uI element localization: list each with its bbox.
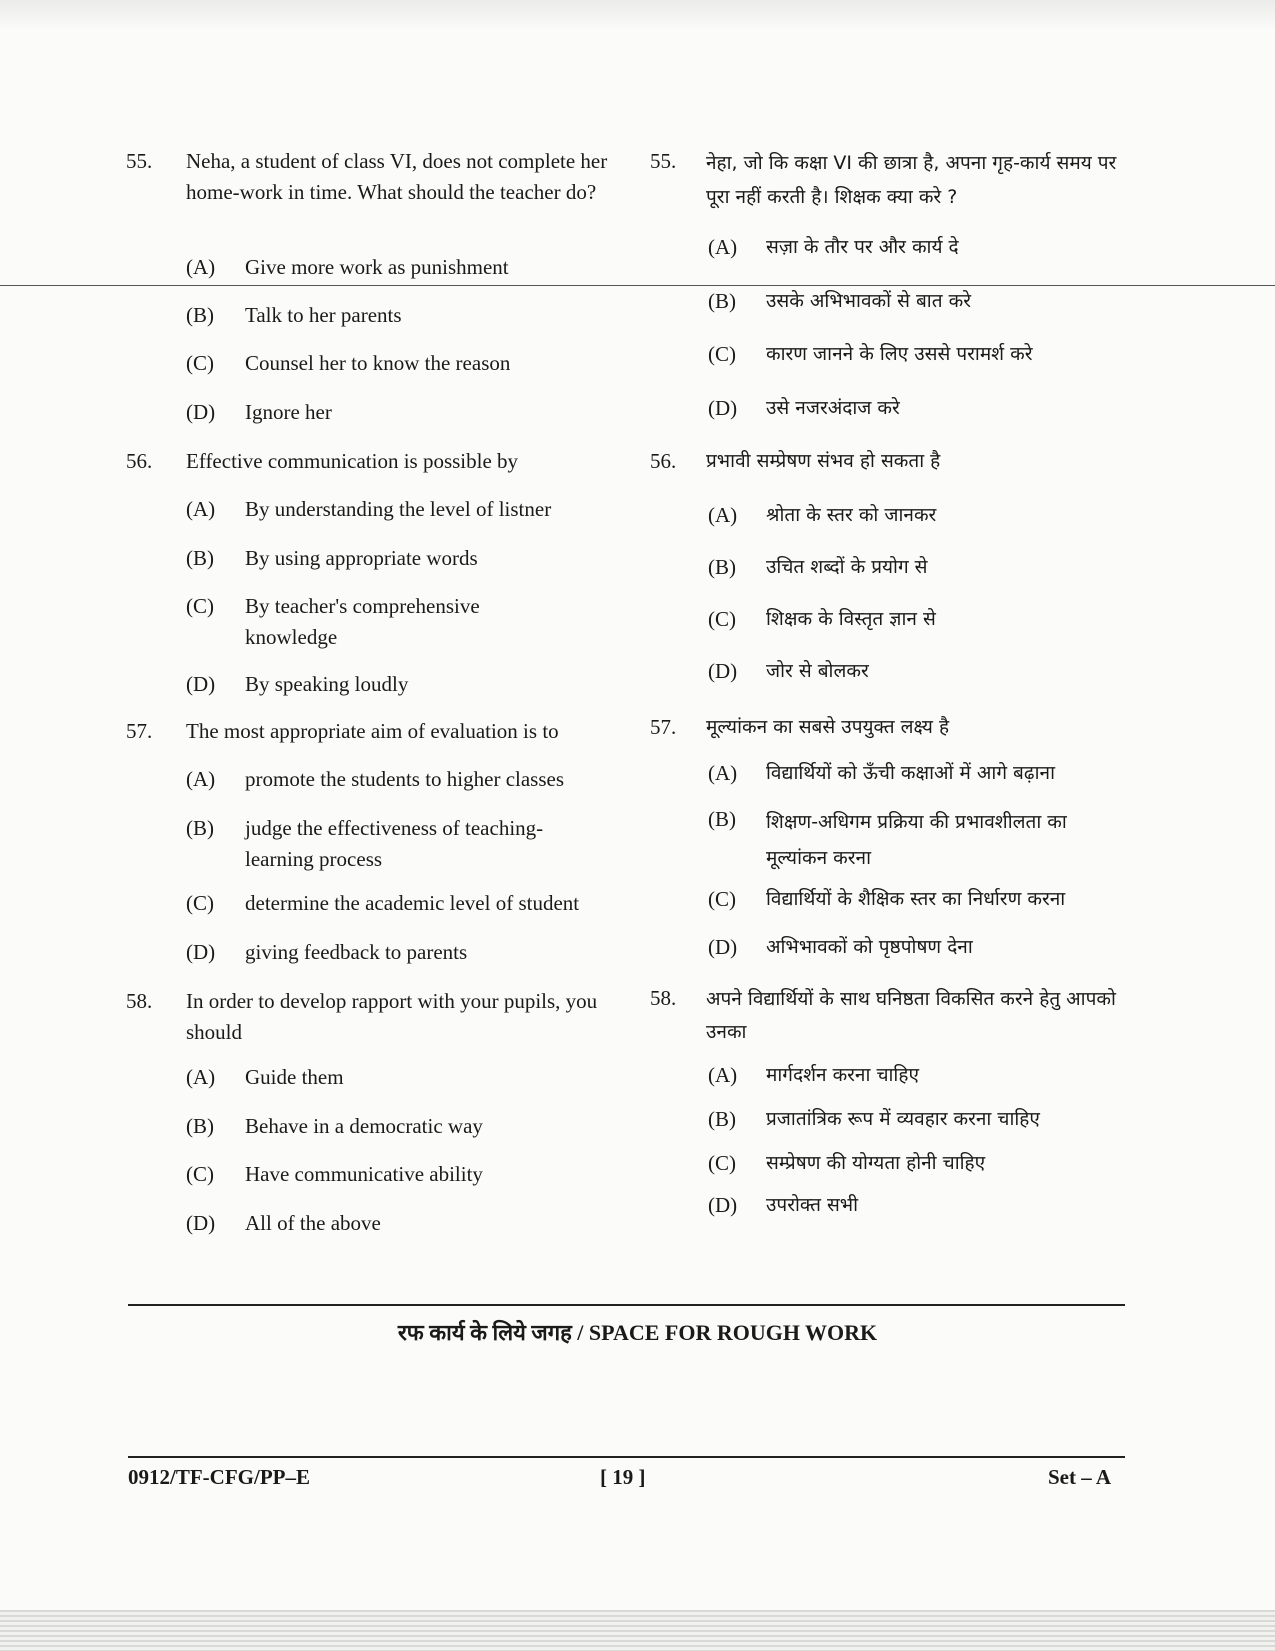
question-number: 57. [126,719,153,743]
question-stem: मूल्यांकन का सबसे उपयुक्त लक्ष्य है [706,716,950,738]
question-number: 56. [126,449,153,473]
question-stem: Effective communication is possible by [186,449,519,473]
page-number: [ 19 ] [600,1465,646,1489]
scan-shadow-top [0,0,1275,30]
question-number: 58. [650,986,677,1010]
question-number: 58. [126,989,153,1013]
rough-work-rule [128,1304,1125,1306]
question-number: 56. [650,449,677,473]
paper-code: 0912/TF-CFG/PP–E [128,1465,310,1489]
question-stem: Neha, a student of class VI, does not complete her home-work in time. What should the teacher do? [186,149,608,204]
scan-shadow-bottom [0,1610,1275,1651]
rough-work-label: रफ कार्य के लिये जगह / SPACE FOR ROUGH WORK [397,1320,878,1345]
question-number: 55. [126,149,153,173]
question-stem: The most appropriate aim of evaluation is to [186,719,559,743]
set-label: Set – A [1048,1465,1111,1489]
question-stem: प्रभावी सम्प्रेषण संभव हो सकता है [706,450,941,472]
question-number: 57. [650,715,677,739]
question-stem: In order to develop rapport with your pupils, you should [186,989,598,1044]
footer-rule [128,1456,1125,1458]
question-number: 55. [650,149,677,173]
question-stem: अपने विद्यार्थियों के साथ घनिष्ठता विकसित करने हेतु आपको उनका [706,988,1116,1043]
question-stem: नेहा, जो कि कक्षा VI की छात्रा है, अपना गृह-कार्य समय पर पूरा नहीं करती है। शिक्षक क्या करे ? [706,152,1117,208]
